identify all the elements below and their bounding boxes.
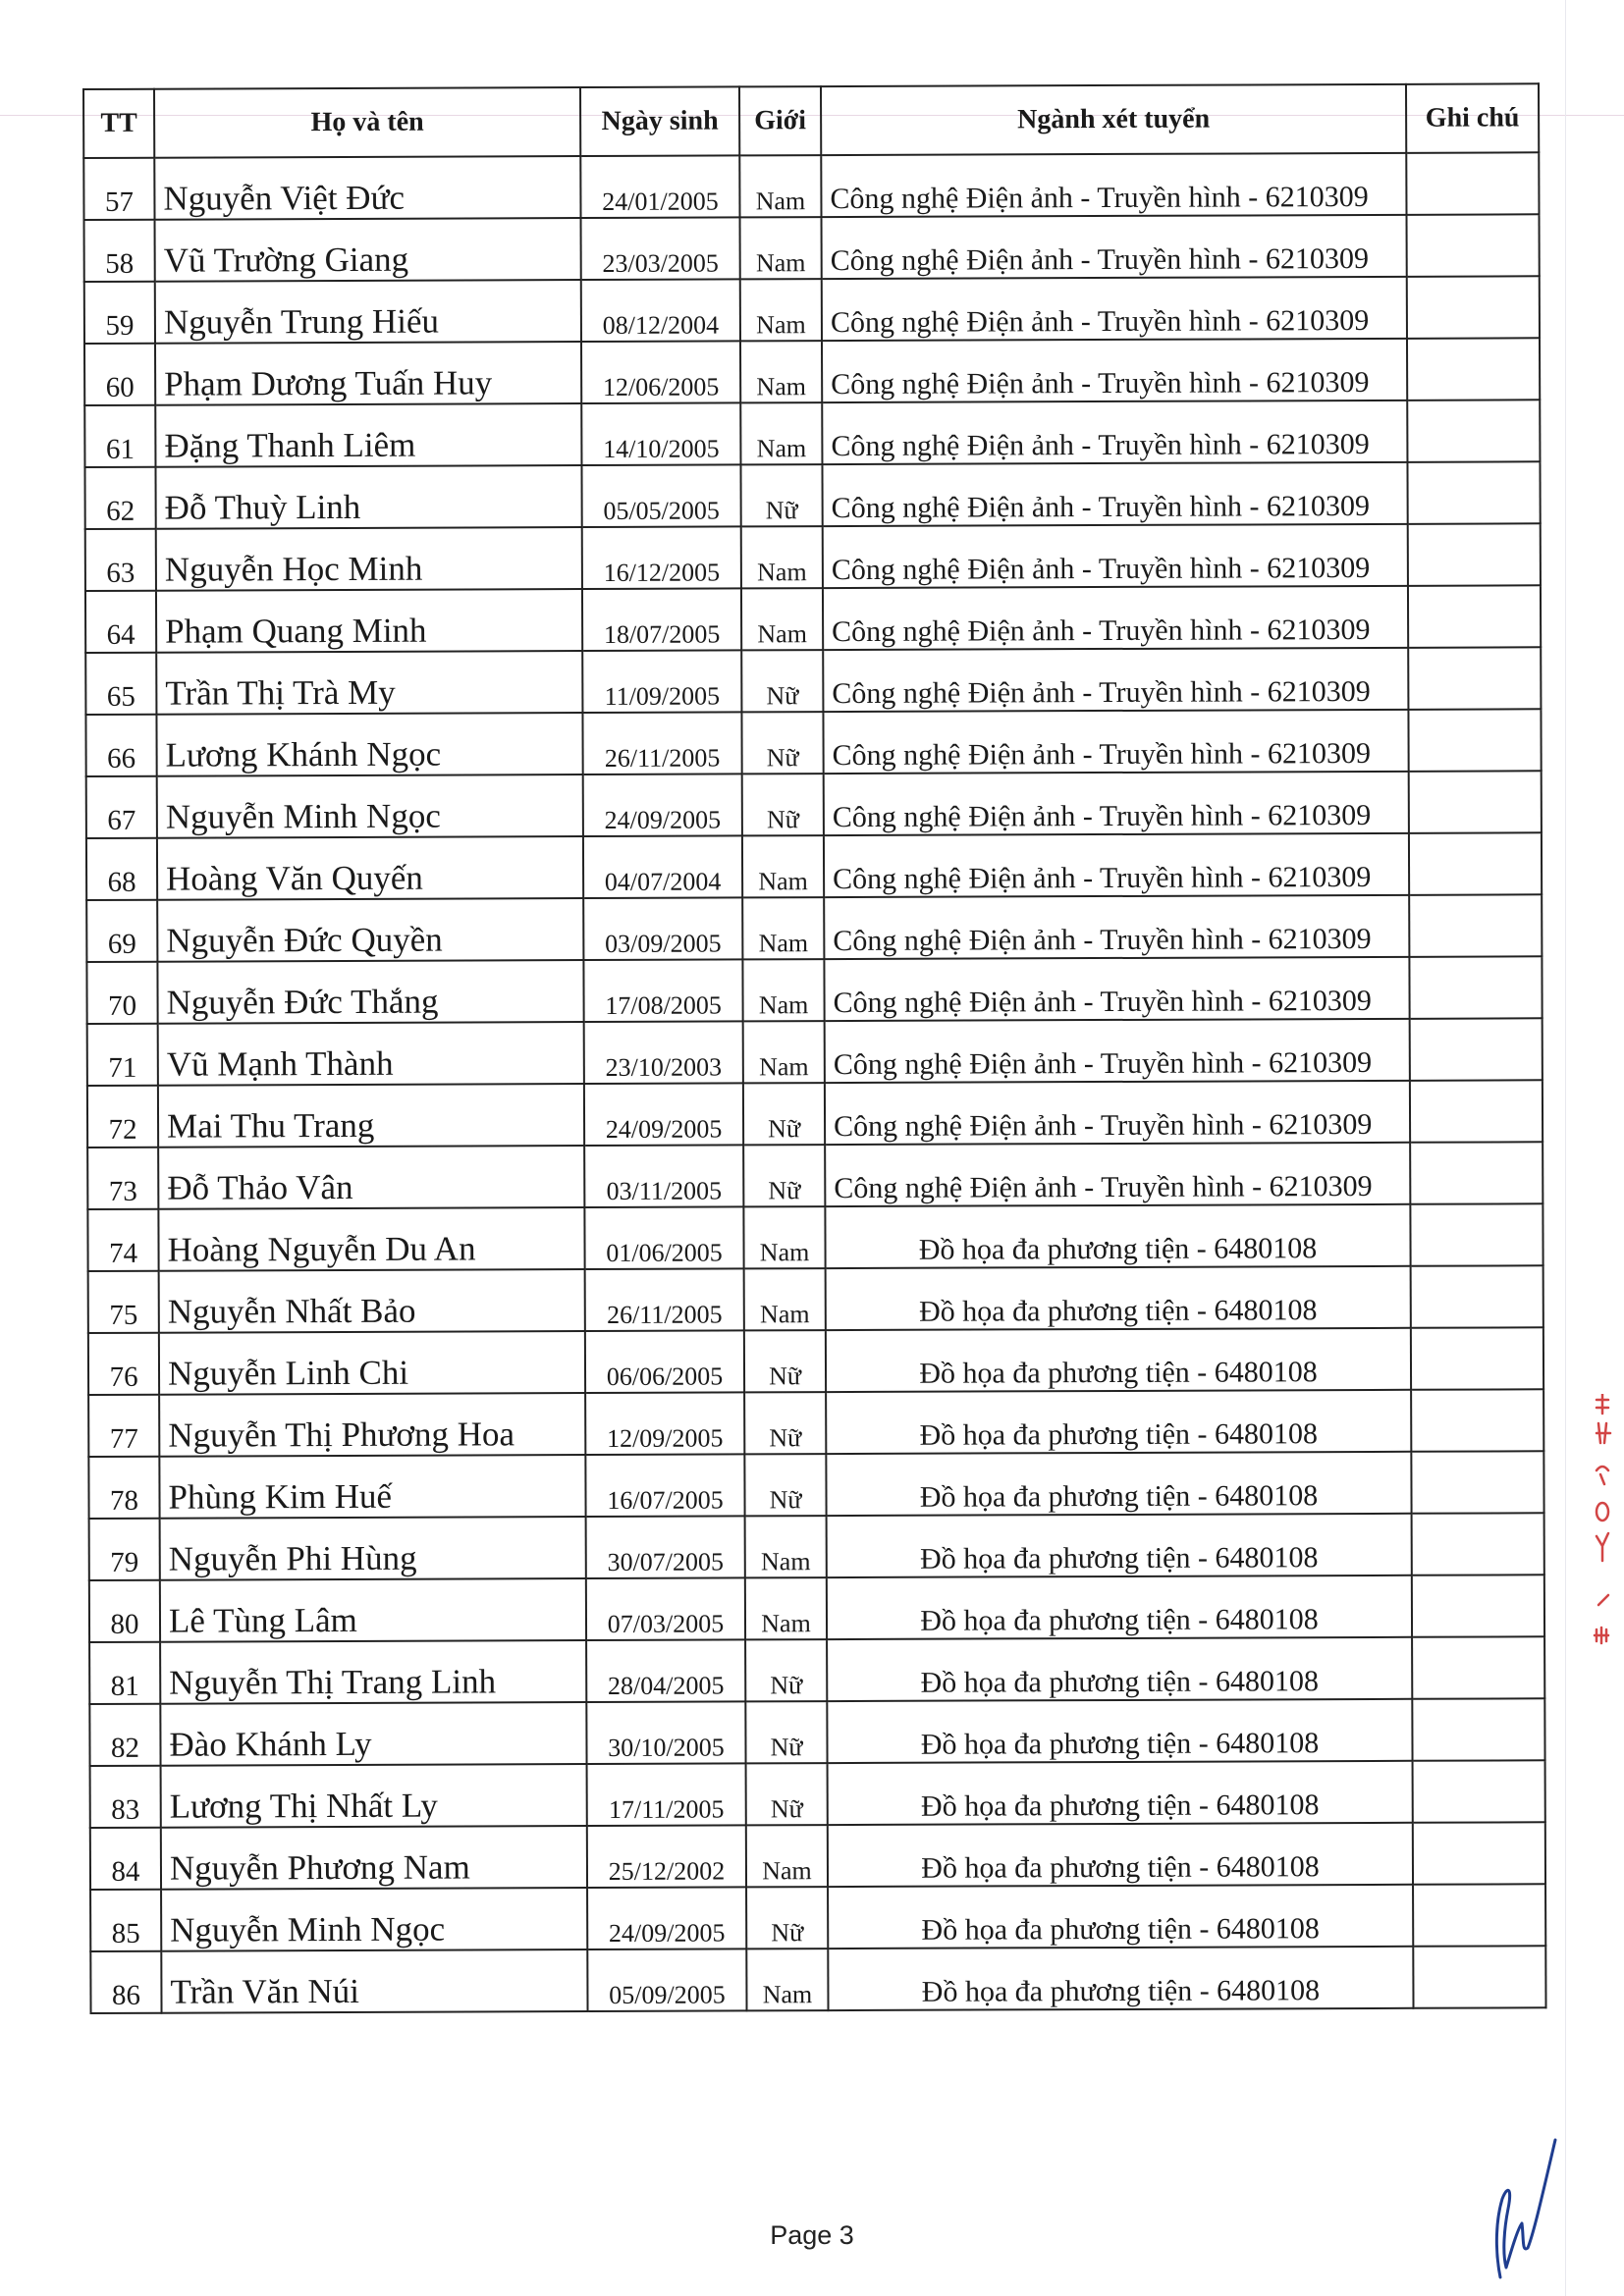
cell-note	[1407, 461, 1540, 524]
cell-name: Vũ Trường Giang	[155, 218, 581, 282]
cell-dob: 03/09/2005	[583, 897, 742, 960]
cell-major: Công nghệ Điện ảnh - Truyền hình - 6210309	[825, 1019, 1410, 1083]
cell-dob: 16/12/2005	[582, 526, 741, 589]
cell-sex: Nam	[745, 1516, 827, 1577]
page-number: Page 3	[770, 2220, 854, 2250]
cell-major: Công nghệ Điện ảnh - Truyền hình - 6210309	[825, 1081, 1410, 1145]
cell-name: Phạm Dương Tuấn Huy	[155, 342, 581, 405]
cell-sex: Nữ	[745, 1639, 827, 1701]
cell-note	[1409, 956, 1542, 1019]
cell-name: Lương Khánh Ngọc	[156, 713, 582, 776]
cell-dob: 24/09/2005	[587, 1887, 746, 1949]
cell-note	[1413, 1822, 1545, 1885]
cell-note	[1410, 1018, 1543, 1081]
cell-major: Đồ họa đa phương tiện - 6480108	[827, 1575, 1412, 1639]
header-major: Ngành xét tuyển	[821, 84, 1406, 155]
cell-note	[1413, 1946, 1545, 2008]
cell-sex: Nữ	[742, 774, 824, 835]
table-row	[84, 214, 1540, 282]
table-row	[84, 276, 1540, 344]
cell-major: Đồ họa đa phương tiện - 6480108	[827, 1699, 1412, 1763]
cell-tt: 75	[88, 1271, 159, 1333]
cell-name: Nguyễn Đức Thắng	[157, 960, 583, 1024]
cell-note	[1411, 1451, 1543, 1514]
cell-tt: 58	[84, 220, 155, 282]
cell-note	[1408, 709, 1541, 772]
cell-dob: 16/07/2005	[585, 1454, 744, 1517]
margin-stamp-fragment	[1589, 1394, 1618, 1688]
cell-name: Mai Thu Trang	[158, 1084, 584, 1148]
cell-major: Công nghệ Điện ảnh - Truyền hình - 6210309	[824, 833, 1409, 897]
cell-tt: 76	[88, 1333, 159, 1395]
table-row	[84, 400, 1540, 467]
cell-name: Nguyễn Minh Ngọc	[161, 1888, 587, 1951]
cell-note	[1410, 1080, 1543, 1143]
cell-tt: 77	[88, 1395, 159, 1457]
table-row	[86, 956, 1542, 1024]
cell-tt: 83	[90, 1766, 161, 1828]
cell-sex: Nữ	[746, 1763, 828, 1825]
cell-name: Nguyễn Linh Chi	[159, 1331, 585, 1395]
cell-sex: Nam	[740, 217, 822, 279]
cell-major: Đồ họa đa phương tiện - 6480108	[828, 1885, 1413, 1949]
cell-tt: 65	[85, 653, 156, 715]
cell-note	[1406, 152, 1539, 215]
cell-tt: 84	[90, 1828, 161, 1890]
cell-major: Công nghệ Điện ảnh - Truyền hình - 6210309	[823, 710, 1408, 774]
table-row	[86, 771, 1542, 838]
cell-major: Công nghệ Điện ảnh - Truyền hình - 6210309	[822, 277, 1407, 341]
cell-major: Công nghệ Điện ảnh - Truyền hình - 6210309	[822, 339, 1407, 402]
cell-tt: 64	[85, 591, 156, 653]
cell-name: Nguyễn Thị Phương Hoa	[159, 1393, 585, 1457]
cell-name: Trần Văn Núi	[161, 1949, 587, 2013]
cell-sex: Nữ	[743, 1145, 825, 1206]
cell-note	[1411, 1389, 1543, 1452]
table-row	[90, 1884, 1545, 1951]
table-row	[85, 523, 1541, 591]
cell-dob: 17/08/2005	[583, 959, 742, 1022]
cell-tt: 69	[86, 900, 157, 962]
cell-name: Nguyễn Đức Quyền	[157, 898, 583, 962]
scan-artifact-line	[1565, 0, 1566, 2296]
cell-tt: 79	[89, 1519, 160, 1580]
cell-note	[1408, 585, 1541, 648]
cell-name: Phùng Kim Huế	[159, 1455, 585, 1519]
signature-mark	[1473, 2130, 1561, 2287]
cell-dob: 07/03/2005	[586, 1577, 745, 1640]
cell-name: Trần Thị Trà My	[156, 651, 582, 715]
cell-note	[1412, 1513, 1544, 1575]
cell-name: Hoàng Văn Quyến	[157, 836, 583, 900]
cell-major: Công nghệ Điện ảnh - Truyền hình - 6210309	[824, 957, 1409, 1021]
candidate-table	[82, 82, 1547, 2014]
table-row	[90, 1946, 1545, 2013]
cell-major: Đồ họa đa phương tiện - 6480108	[826, 1390, 1411, 1454]
cell-dob: 01/06/2005	[584, 1206, 743, 1269]
cell-note	[1413, 1760, 1545, 1823]
cell-dob: 25/12/2002	[587, 1825, 746, 1888]
cell-tt: 81	[89, 1642, 160, 1704]
table-row	[89, 1513, 1544, 1580]
cell-tt: 82	[89, 1704, 160, 1766]
cell-dob: 17/11/2005	[587, 1763, 746, 1826]
cell-major: Công nghệ Điện ảnh - Truyền hình - 6210309	[821, 153, 1406, 217]
table-row	[84, 461, 1540, 529]
cell-dob: 24/01/2005	[580, 155, 739, 218]
cell-sex: Nam	[745, 1577, 827, 1639]
header-name: Họ và tên	[154, 87, 580, 158]
cell-note	[1407, 400, 1540, 462]
cell-sex: Nam	[743, 1021, 825, 1083]
table-row	[89, 1575, 1544, 1642]
cell-tt: 66	[85, 715, 156, 776]
cell-name: Đỗ Thuỳ Linh	[155, 465, 581, 529]
cell-sex: Nam	[742, 835, 824, 897]
table-row	[84, 338, 1540, 405]
cell-note	[1407, 214, 1540, 277]
cell-sex: Nam	[740, 279, 822, 341]
cell-tt: 63	[85, 529, 156, 591]
cell-sex: Nữ	[741, 712, 823, 774]
cell-major: Đồ họa đa phương tiện - 6480108	[828, 1947, 1413, 2010]
cell-major: Công nghệ Điện ảnh - Truyền hình - 6210309	[824, 772, 1409, 835]
cell-name: Nguyễn Nhất Bảo	[159, 1269, 585, 1333]
cell-tt: 59	[84, 282, 155, 344]
cell-major: Công nghệ Điện ảnh - Truyền hình - 6210309	[823, 586, 1408, 650]
cell-sex: Nam	[742, 959, 824, 1021]
cell-major: Đồ họa đa phương tiện - 6480108	[827, 1637, 1412, 1701]
cell-major: Công nghệ Điện ảnh - Truyền hình - 6210309	[822, 215, 1407, 279]
cell-dob: 14/10/2005	[581, 402, 740, 465]
cell-sex: Nam	[742, 897, 824, 959]
cell-note	[1407, 338, 1540, 400]
cell-sex: Nam	[739, 155, 821, 217]
cell-sex: Nữ	[744, 1330, 826, 1392]
cell-sex: Nữ	[744, 1392, 826, 1454]
cell-name: Nguyễn Phi Hùng	[160, 1517, 586, 1580]
table-row	[87, 1018, 1543, 1086]
cell-dob: 24/09/2005	[584, 1083, 743, 1146]
cell-name: Đỗ Thảo Vân	[158, 1146, 584, 1209]
cell-dob: 23/03/2005	[581, 217, 740, 280]
cell-note	[1409, 771, 1542, 833]
cell-major: Công nghệ Điện ảnh - Truyền hình - 6210309	[823, 648, 1408, 712]
cell-name: Lương Thị Nhất Ly	[161, 1764, 587, 1828]
header-sex: Giới	[739, 86, 821, 155]
cell-tt: 74	[87, 1209, 158, 1271]
cell-major: Công nghệ Điện ảnh - Truyền hình - 6210309	[822, 462, 1407, 526]
table-row	[90, 1760, 1545, 1828]
cell-note	[1408, 647, 1541, 710]
cell-note	[1408, 523, 1541, 586]
cell-dob: 05/05/2005	[581, 464, 740, 527]
table-row	[87, 1142, 1543, 1209]
cell-sex: Nữ	[743, 1083, 825, 1145]
cell-dob: 12/06/2005	[581, 341, 740, 403]
cell-dob: 12/09/2005	[585, 1392, 744, 1455]
table-row	[83, 152, 1539, 220]
cell-major: Công nghệ Điện ảnh - Truyền hình - 6210309	[824, 895, 1409, 959]
cell-sex: Nam	[743, 1206, 825, 1268]
table-row	[88, 1451, 1543, 1519]
header-tt: TT	[83, 89, 154, 158]
cell-major: Đồ họa đa phương tiện - 6480108	[826, 1266, 1411, 1330]
cell-sex: Nam	[740, 341, 822, 402]
cell-note	[1409, 894, 1542, 957]
table-row	[87, 1203, 1543, 1271]
cell-dob: 08/12/2004	[581, 279, 740, 342]
cell-dob: 24/09/2005	[583, 774, 742, 836]
cell-name: Nguyễn Minh Ngọc	[157, 774, 583, 838]
table-row	[89, 1636, 1544, 1704]
cell-name: Nguyễn Phương Nam	[161, 1826, 587, 1890]
cell-sex: Nữ	[745, 1701, 827, 1763]
cell-note	[1410, 1203, 1543, 1266]
cell-dob: 03/11/2005	[584, 1145, 743, 1207]
table-header-row	[83, 83, 1539, 158]
cell-note	[1411, 1265, 1543, 1328]
table-row	[89, 1698, 1544, 1766]
table-row	[88, 1327, 1543, 1395]
cell-dob: 30/07/2005	[586, 1516, 745, 1578]
table-row	[85, 647, 1541, 715]
cell-name: Nguyễn Việt Đức	[154, 156, 580, 220]
cell-name: Lê Tùng Lâm	[160, 1578, 586, 1642]
cell-tt: 70	[86, 962, 157, 1024]
cell-note	[1412, 1636, 1544, 1699]
cell-tt: 78	[88, 1457, 159, 1519]
table-row	[90, 1822, 1545, 1890]
cell-dob: 30/10/2005	[586, 1701, 745, 1764]
cell-dob: 23/10/2003	[584, 1021, 743, 1084]
cell-sex: Nam	[746, 1825, 828, 1887]
cell-name: Đào Khánh Ly	[160, 1702, 586, 1766]
cell-sex: Nữ	[740, 464, 822, 526]
cell-tt: 61	[84, 405, 155, 467]
cell-major: Công nghệ Điện ảnh - Truyền hình - 6210309	[822, 400, 1407, 464]
cell-note	[1413, 1884, 1545, 1947]
cell-dob: 05/09/2005	[587, 1949, 746, 2011]
cell-major: Đồ họa đa phương tiện - 6480108	[828, 1761, 1413, 1825]
cell-name: Nguyễn Trung Hiếu	[155, 280, 581, 344]
cell-sex: Nam	[746, 1949, 828, 2010]
cell-note	[1407, 276, 1540, 339]
table-row	[88, 1265, 1543, 1333]
cell-dob: 26/11/2005	[582, 712, 741, 774]
cell-name: Phạm Quang Minh	[156, 589, 582, 653]
cell-tt: 85	[90, 1890, 161, 1951]
cell-tt: 72	[87, 1086, 158, 1148]
cell-major: Công nghệ Điện ảnh - Truyền hình - 6210309	[825, 1143, 1410, 1206]
cell-major: Đồ họa đa phương tiện - 6480108	[826, 1452, 1411, 1516]
table-row	[87, 1080, 1543, 1148]
cell-sex: Nữ	[741, 650, 823, 712]
cell-major: Đồ họa đa phương tiện - 6480108	[825, 1204, 1410, 1268]
header-dob: Ngày sinh	[580, 86, 739, 156]
table-body	[83, 152, 1545, 2013]
cell-major: Đồ họa đa phương tiện - 6480108	[828, 1823, 1413, 1887]
cell-note	[1410, 1142, 1543, 1204]
cell-tt: 62	[84, 467, 155, 529]
cell-dob: 26/11/2005	[585, 1268, 744, 1331]
cell-tt: 86	[90, 1951, 161, 2013]
cell-tt: 60	[84, 344, 155, 405]
cell-dob: 04/07/2004	[583, 835, 742, 898]
cell-dob: 06/06/2005	[585, 1330, 744, 1393]
cell-note	[1412, 1698, 1544, 1761]
cell-tt: 68	[86, 838, 157, 900]
cell-sex: Nam	[744, 1268, 826, 1330]
cell-sex: Nữ	[744, 1454, 826, 1516]
header-note: Ghi chú	[1406, 83, 1539, 153]
cell-name: Đặng Thanh Liêm	[155, 403, 581, 467]
cell-major: Đồ họa đa phương tiện - 6480108	[826, 1328, 1411, 1392]
cell-dob: 11/09/2005	[582, 650, 741, 713]
cell-sex: Nam	[740, 402, 822, 464]
cell-dob: 18/07/2005	[582, 588, 741, 651]
cell-major: Công nghệ Điện ảnh - Truyền hình - 6210309	[823, 524, 1408, 588]
table-row	[86, 832, 1542, 900]
cell-note	[1411, 1327, 1543, 1390]
cell-sex: Nam	[741, 526, 823, 588]
table-row	[86, 894, 1542, 962]
cell-major: Đồ họa đa phương tiện - 6480108	[827, 1514, 1412, 1577]
cell-name: Nguyễn Học Minh	[156, 527, 582, 591]
cell-tt: 80	[89, 1580, 160, 1642]
cell-note	[1412, 1575, 1544, 1637]
cell-sex: Nam	[741, 588, 823, 650]
cell-tt: 73	[87, 1148, 158, 1209]
cell-name: Nguyễn Thị Trang Linh	[160, 1640, 586, 1704]
cell-dob: 28/04/2005	[586, 1639, 745, 1702]
cell-sex: Nữ	[746, 1887, 828, 1949]
table-row	[88, 1389, 1543, 1457]
cell-tt: 67	[86, 776, 157, 838]
cell-note	[1409, 832, 1542, 895]
table-row	[85, 709, 1541, 776]
cell-tt: 71	[87, 1024, 158, 1086]
table-row	[85, 585, 1541, 653]
cell-name: Hoàng Nguyễn Du An	[158, 1207, 584, 1271]
cell-tt: 57	[83, 158, 154, 220]
cell-name: Vũ Mạnh Thành	[158, 1022, 584, 1086]
